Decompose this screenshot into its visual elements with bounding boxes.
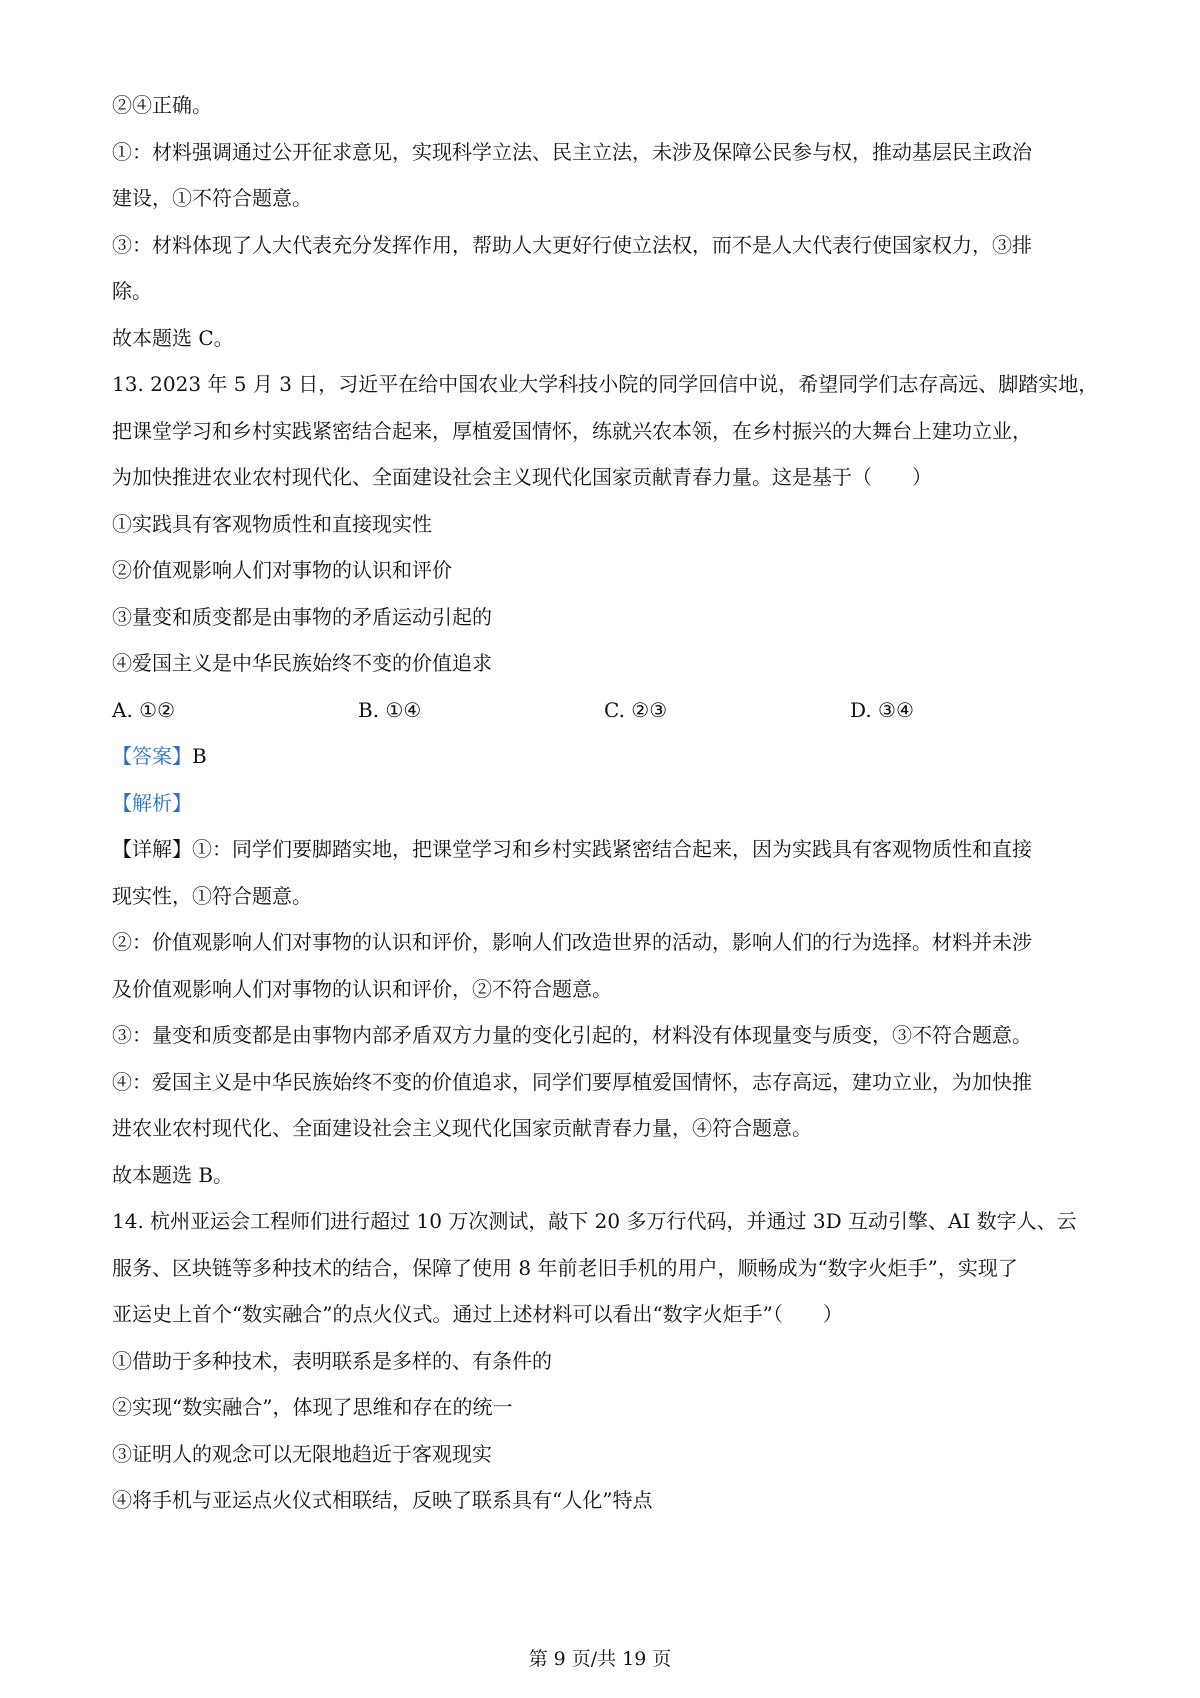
q14-item: ③证明人的观念可以无限地趋近于客观现实 bbox=[112, 1442, 492, 1466]
q13-item: ②价值观影响人们对事物的认识和评价 bbox=[112, 558, 452, 582]
q13-item: ③量变和质变都是由事物的矛盾运动引起的 bbox=[112, 605, 492, 629]
analysis-tag: 【解析】 bbox=[112, 791, 192, 815]
q13-detail-line: ②：价值观影响人们对事物的认识和评价，影响人们改造世界的活动，影响人们的行为选择。材料并未涉 bbox=[112, 930, 1032, 954]
q13-detail-line: ④：爱国主义是中华民族始终不变的价值追求，同学们要厚植爱国情怀，志存高远，建功立业，为加快推 bbox=[112, 1070, 1032, 1094]
q14-stem-line: 亚运史上首个“数实融合”的点火仪式。通过上述材料可以看出“数字火炬手”（ ） bbox=[112, 1302, 843, 1326]
prev-answer-line: ③：材料体现了人大代表充分发挥作用，帮助人大更好行使立法权，而不是人大代表行使国家权力，③排 bbox=[112, 233, 1032, 257]
q13-stem-line: 为加快推进农业农村现代化、全面建设社会主义现代化国家贡献青春力量。这是基于（ ） bbox=[112, 465, 932, 489]
q13-item: ④爱国主义是中华民族始终不变的价值追求 bbox=[112, 651, 492, 675]
q13-detail-line: 及价值观影响人们对事物的认识和评价，②不符合题意。 bbox=[112, 977, 612, 1001]
prev-answer-line: 除。 bbox=[112, 279, 152, 303]
q13-option-d: D. ③④ bbox=[850, 698, 914, 722]
prev-answer-line: ②④正确。 bbox=[112, 93, 212, 117]
prev-answer-conclusion: 故本题选 C。 bbox=[112, 326, 234, 350]
q13-option-b: B. ①④ bbox=[358, 698, 422, 722]
answer-value: B bbox=[192, 744, 207, 768]
q14-item: ①借助于多种技术，表明联系是多样的、有条件的 bbox=[112, 1349, 552, 1373]
q13-option-a: A. ①② bbox=[112, 698, 176, 722]
page-number: 第 9 页/共 19 页 bbox=[528, 1648, 672, 1670]
q13-detail-line: 进农业农村现代化、全面建设社会主义现代化国家贡献青春力量，④符合题意。 bbox=[112, 1116, 812, 1140]
q13-conclusion: 故本题选 B。 bbox=[112, 1163, 234, 1187]
q14-item: ④将手机与亚运点火仪式相联结，反映了联系具有“人化”特点 bbox=[112, 1488, 653, 1512]
prev-answer-line: 建设，①不符合题意。 bbox=[112, 186, 312, 210]
q13-detail-line: 现实性，①符合题意。 bbox=[112, 884, 312, 908]
q14-stem-line: 14. 杭州亚运会工程师们进行超过 10 万次测试，敲下 20 多万行代码，并通过 3D 互动引擎、AI 数字人、云 bbox=[112, 1209, 1077, 1233]
answer-tag: 【答案】 bbox=[112, 744, 192, 768]
q13-detail-line: 【详解】①：同学们要脚踏实地，把课堂学习和乡村实践紧密结合起来，因为实践具有客观物质性和直接 bbox=[112, 837, 1032, 861]
prev-answer-line: ①：材料强调通过公开征求意见，实现科学立法、民主立法，未涉及保障公民参与权，推动基层民主政治 bbox=[112, 140, 1032, 164]
q14-stem-line: 服务、区块链等多种技术的结合，保障了使用 8 年前老旧手机的用户，顺畅成为“数字火炬手”，实现了 bbox=[112, 1256, 1018, 1280]
q13-stem-line: 13. 2023 年 5 月 3 日，习近平在给中国农业大学科技小院的同学回信中说，希望同学们志存高远、脚踏实地， bbox=[112, 372, 1099, 396]
q13-option-c: C. ②③ bbox=[604, 698, 668, 722]
q13-detail-line: ③：量变和质变都是由事物内部矛盾双方力量的变化引起的，材料没有体现量变与质变，③不符合题意。 bbox=[112, 1023, 1032, 1047]
q13-item: ①实践具有客观物质性和直接现实性 bbox=[112, 512, 432, 536]
q14-item: ②实现“数实融合”，体现了思维和存在的统一 bbox=[112, 1395, 513, 1419]
q13-stem-line: 把课堂学习和乡村实践紧密结合起来，厚植爱国情怀，练就兴农本领，在乡村振兴的大舞台上建功立业， bbox=[112, 419, 1032, 443]
q13-answer bbox=[112, 742, 1102, 770]
